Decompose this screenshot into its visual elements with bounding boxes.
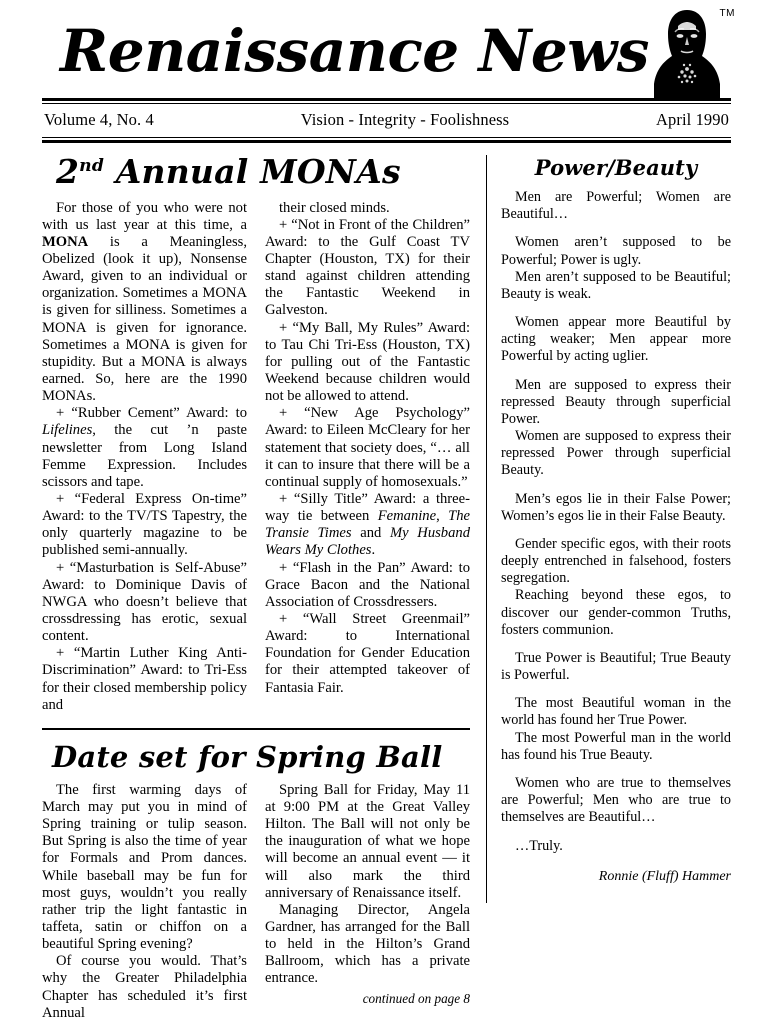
sidebar-paragraph-gap xyxy=(501,764,731,775)
monas-column-1 xyxy=(42,200,247,714)
monas-headline-number: 2 xyxy=(56,152,80,191)
sidebar-paragraph-gap xyxy=(501,223,731,234)
page-content xyxy=(42,152,731,1021)
body-paragraph: For those of you who were not with us last year at this time, a MONA is a Meaningless, Obelized (look it up), Nonsense Award, given to an individual or organization. Sometimes a MONA is given for silliness. Sometimes a MONA is given for ignorance. Sometimes a MONA is given for stupidity. But a MONA is always earned. So, here are the 1990 MONAs. xyxy=(42,199,247,405)
sidebar-paragraph: The most Beautiful woman in the world has found her True Power. xyxy=(501,695,731,729)
mona-lisa-icon xyxy=(651,6,723,98)
body-paragraph: + “My Ball, My Rules” Award: to Tau Chi Tri-Ess (Houston, TX) for pulling out of the Fantastic Weekend because children would not be allowed to attend. xyxy=(265,319,470,405)
sidebar-paragraph-gap xyxy=(501,525,731,536)
masthead xyxy=(42,0,735,98)
sidebar-paragraph-gap xyxy=(501,639,731,650)
body-paragraph: Of course you would. That’s why the Greater Philadelphia Chapter has scheduled it’s first Annual xyxy=(42,953,247,1021)
spring-ball-column-2 xyxy=(265,782,470,1022)
monas-column-2 xyxy=(265,200,470,714)
body-paragraph: Spring Ball for Friday, May 11 at 9:00 PM at the Great Valley Hilton. The Ball will not only be the inauguration of what we hope will become an annual event — it will also mark the third anniversary of Renaissance itself. xyxy=(265,781,470,901)
spring-ball-column-1 xyxy=(42,782,247,1022)
spring-ball-columns xyxy=(42,782,470,1022)
sidebar-paragraph: The most Powerful man in the world has found his True Beauty. xyxy=(501,729,731,763)
main-column xyxy=(42,152,486,1021)
sidebar-paragraph: Men are supposed to express their repressed Beauty through superficial Power. xyxy=(501,376,731,427)
sidebar-paragraph-gap xyxy=(501,480,731,491)
spring-ball-column-2-body xyxy=(265,782,470,988)
monas-headline-ordinal: nd xyxy=(79,156,105,176)
body-paragraph: + “Rubber Cement” Award: to Lifelines, the cut ’n paste newsletter from Long Island Femme Expression. Includes scissors and tape. xyxy=(42,405,247,490)
monas-headline xyxy=(42,152,470,191)
trademark-mark: TM xyxy=(719,8,735,19)
sidebar-paragraph: Women who are true to themselves are Powerful; Men who are true to themselves are Beautiful… xyxy=(501,774,731,826)
article-spring-ball xyxy=(42,740,470,1022)
volume-bar xyxy=(42,104,731,137)
volume-number: Volume 4, No. 4 xyxy=(44,110,154,129)
continued-note: continued on page 8 xyxy=(362,990,470,1006)
sidebar-paragraph: Reaching beyond these egos, to discover our gender-common Truths, fosters communion. xyxy=(501,587,731,638)
body-paragraph: + “Masturbation is Self-Abuse” Award: to Dominique Davis of NWGA who doesn’t believe that crossdressing has erotic, sexual content. xyxy=(42,559,247,645)
body-paragraph: + “Wall Street Greenmail” Award: to International Foundation for Gender Education for their attempted takeover of Fantasia Fair. xyxy=(265,611,470,696)
body-paragraph: + “Federal Express On-time” Award: to the TV/TS Tapestry, the only quarterly magazine to be published semi-annually. xyxy=(42,491,247,559)
sidebar-paragraph-gap xyxy=(501,303,731,314)
sidebar-column xyxy=(486,155,731,903)
monas-columns xyxy=(42,200,470,714)
body-paragraph: + “Martin Luther King Anti-Discrimination” Award: to Tri-Ess for their closed membership policy and xyxy=(42,645,247,713)
sidebar-paragraph: Men’s egos lie in their False Power; Women’s egos lie in their False Beauty. xyxy=(501,490,731,524)
monas-headline-rest: Annual MONAs xyxy=(104,152,401,191)
sidebar-paragraph: Women aren’t supposed to be Powerful; Power is ugly. xyxy=(501,234,731,268)
body-paragraph: + “Flash in the Pan” Award: to Grace Bacon and the National Association of Crossdressers. xyxy=(265,559,470,610)
sidebar-paragraph: Women appear more Beautiful by acting weaker; Men appear more Powerful by acting uglier. xyxy=(501,314,731,365)
issue-date: April 1990 xyxy=(656,110,729,129)
sidebar-paragraph-gap xyxy=(501,827,731,838)
sidebar-paragraph: Women are supposed to express their repressed Power through superficial Beauty. xyxy=(501,428,731,479)
masthead-rule-bottom xyxy=(42,140,731,143)
sidebar-paragraph: Gender specific egos, with their roots deeply entrenched in falsehood, fosters segregation. xyxy=(501,535,731,587)
publication-motto: Vision - Integrity - Foolishness xyxy=(300,110,510,129)
sidebar-paragraph: Men are Powerful; Women are Beautiful… xyxy=(501,189,731,223)
sidebar-headline: Power/Beauty xyxy=(534,155,698,180)
body-paragraph: + “New Age Psychology” Award: to Eileen McCleary for her statement that society does, “… all it can to insure that there will be a continual supply of homosexuals.” xyxy=(265,405,470,490)
sidebar-byline: Ronnie (Fluff) Hammer xyxy=(598,868,731,884)
body-paragraph: + “Not in Front of the Children” Award: to the Gulf Coast TV Chapter (Houston, TX) for their stand against children attending the Fantastic Weekend in Galveston. xyxy=(265,216,470,319)
body-paragraph: their closed minds. xyxy=(279,199,390,216)
body-paragraph: The first warming days of March may put you in mind of Spring training or tulip season. But Spring is also the time of year for Formals and Prom dances. While baseball may be fun for most guys, wouldn’t you really rather trip the light fantastic in taffeta, satin or chiffon on a beautiful Spring evening? xyxy=(42,781,247,953)
sidebar-paragraph-gap xyxy=(501,366,731,377)
body-paragraph: + “Silly Title” Award: a three-way tie between Femanine, The Transie Times and My Husband Wears My Clothes. xyxy=(265,491,471,559)
mona-lisa-logo xyxy=(651,6,735,98)
sidebar-paragraph: Men aren’t supposed to be Beautiful; Beauty is weak. xyxy=(501,268,731,302)
sidebar-body xyxy=(501,189,731,855)
sidebar-paragraph-gap xyxy=(501,684,731,695)
sidebar-paragraph: …Truly. xyxy=(515,837,563,854)
article-monas xyxy=(42,152,471,714)
article-separator-rule xyxy=(42,728,470,730)
sidebar-paragraph: True Power is Beautiful; True Beauty is Powerful. xyxy=(501,649,731,684)
body-paragraph: Managing Director, Angela Gardner, has arranged for the Ball to held in the Hilton’s Grand Ballroom, which has a private entrance. xyxy=(265,901,470,987)
publication-title: Renaissance News xyxy=(60,17,649,85)
spring-ball-headline: Date set for Spring Ball xyxy=(52,739,443,774)
